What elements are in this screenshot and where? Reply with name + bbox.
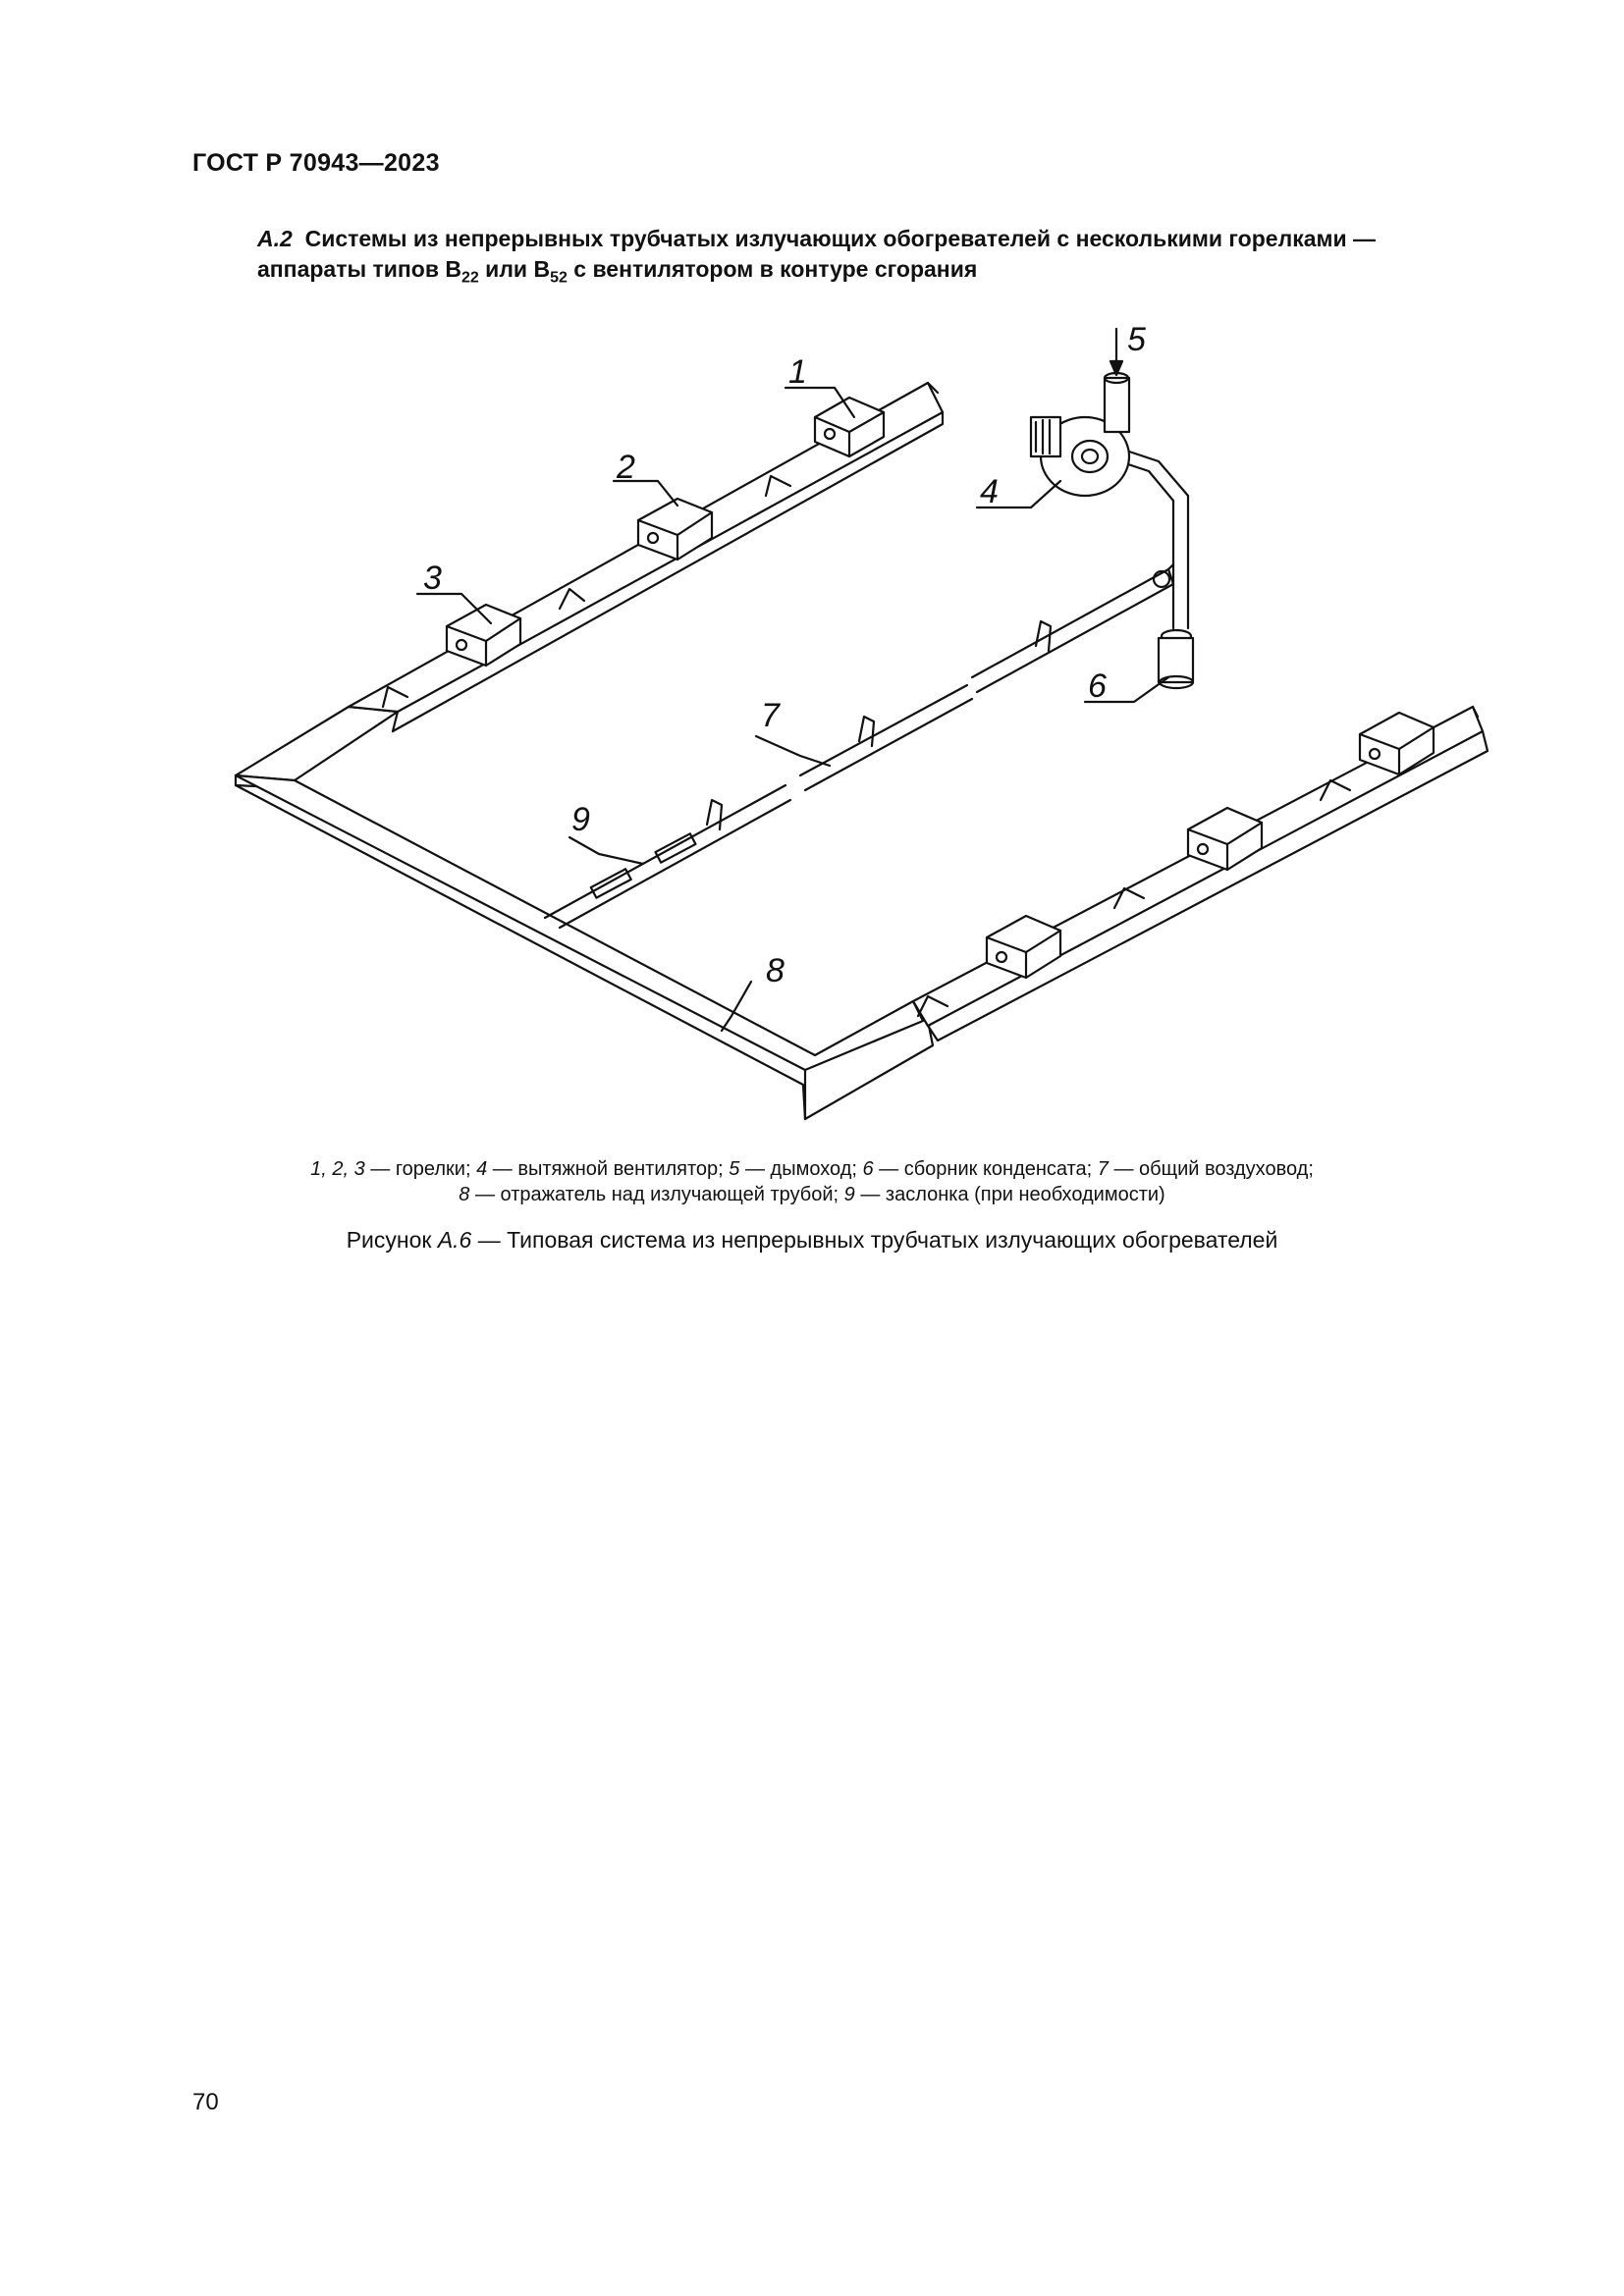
callout-6: 6: [1088, 667, 1107, 705]
caption-prefix: Рисунок: [346, 1227, 438, 1253]
legend-value: — вытяжной вентилятор;: [487, 1158, 730, 1180]
legend-key: 4: [476, 1158, 488, 1180]
legend-value: — горелки;: [364, 1158, 477, 1180]
legend-value: — отражатель над излучающей трубой;: [469, 1184, 844, 1205]
caption-number: А.6: [437, 1227, 472, 1253]
legend-key: 8: [459, 1184, 470, 1205]
figure-caption: [196, 1227, 1428, 1254]
legend-value: — общий воздуховод;: [1108, 1158, 1314, 1180]
section-title-text2b: или B: [478, 256, 551, 282]
callout-2: 2: [617, 449, 635, 486]
legend-key: 6: [862, 1158, 874, 1180]
section-title-text2a: аппараты типов B: [257, 256, 461, 282]
section-title-text2c: с вентилятором в контуре сгорания: [567, 256, 978, 282]
legend-value: — дымоход;: [739, 1158, 863, 1180]
callout-7: 7: [761, 697, 780, 734]
callout-1: 1: [788, 353, 807, 391]
legend-value: — заслонка (при необходимости): [854, 1184, 1165, 1205]
caption-text: — Типовая система из непрерывных трубчатых излучающих обогревателей: [471, 1227, 1278, 1253]
exhaust-fan: [1031, 373, 1129, 496]
legend-key: 9: [843, 1184, 855, 1205]
callout-4: 4: [980, 473, 999, 510]
document-header: ГОСТ Р 70943—2023: [192, 149, 440, 177]
subscript-52: 52: [550, 269, 568, 287]
legend-key: 1, 2, 3: [310, 1158, 365, 1180]
callout-3: 3: [423, 560, 442, 597]
reflector-bottom-arm: [236, 707, 1488, 1119]
legend-key: 7: [1097, 1158, 1109, 1180]
section-title-text1: Системы из непрерывных трубчатых излучающих обогревателей с несколькими горелками —: [304, 226, 1377, 251]
page-number: 70: [192, 2089, 219, 2115]
legend-value: — сборник конденсата;: [873, 1158, 1098, 1180]
callout-9: 9: [571, 801, 590, 838]
legend-line-1: [196, 1156, 1428, 1182]
legend-key: 5: [729, 1158, 740, 1180]
callout-8: 8: [766, 952, 785, 989]
legend-line-2: [196, 1182, 1428, 1207]
figure-legend: [196, 1156, 1428, 1207]
subscript-22: 22: [461, 269, 479, 287]
section-number: А.2: [257, 226, 293, 251]
callout-5: 5: [1127, 321, 1146, 358]
